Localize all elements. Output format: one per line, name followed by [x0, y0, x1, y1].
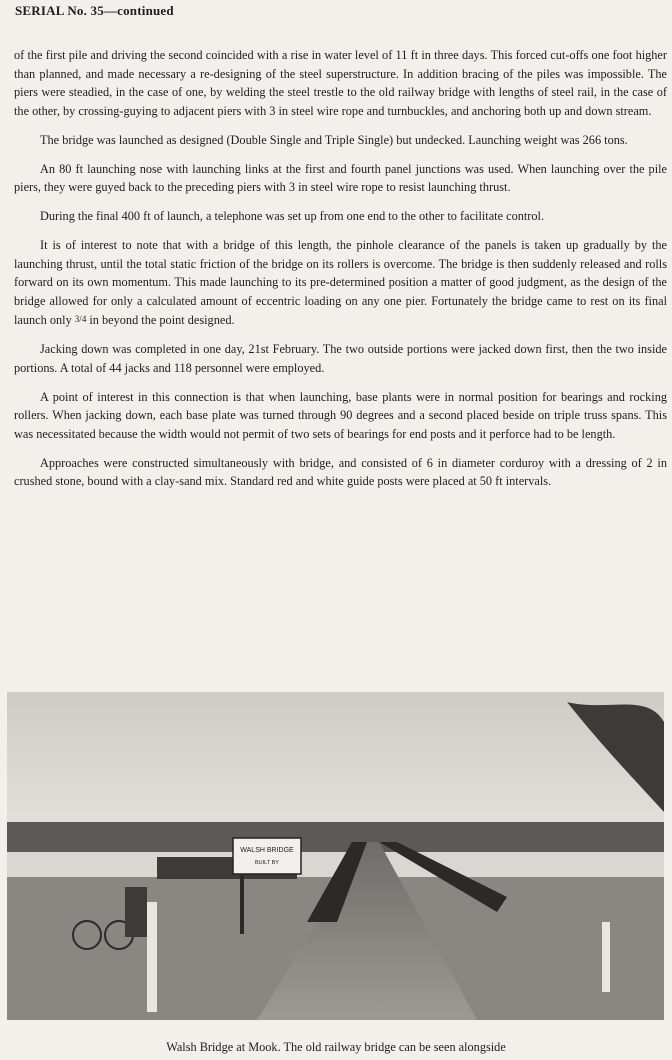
sky: [7, 692, 664, 842]
paragraph-4: During the final 400 ft of launch, a telephone was set up from one end to the other to facilitate control.: [40, 209, 545, 223]
bridge-photo: [7, 692, 664, 1020]
paragraph-3: An 80 ft launching nose with launching links at the first and fourth panel junctions was used. When launching over the pile piers, they were guyed back to the preceding piers with 3 in steel wire rope to resist launching thrust.: [14, 161, 667, 194]
fraction: 3/4: [74, 314, 87, 324]
guide-post-right: [602, 922, 610, 992]
paragraph-7: A point of interest in this connection is that when launching, base plants were in normal position for bearings and rocking rollers. When jacking down, each base plate was turned through 90 degrees and a second placed beside on triple truss spans. This was necessitated because the width would not permit of two sets of bearings for end posts and it perforce had to be length.: [14, 389, 667, 441]
paragraph-5-tail: in beyond the point designed.: [89, 313, 235, 327]
paragraph-2: The bridge was launched as designed (Double Single and Triple Single) but undecked. Launching weight was 266 tons.: [40, 132, 628, 147]
paragraph-8: Approaches were constructed simultaneously with bridge, and consisted of 6 in diameter corduroy with a dressing of 2 in crushed stone, bound with a clay-sand mix. Standard red and white guide posts were placed at 50 ft intervals.: [14, 455, 667, 488]
sign-line-2: BUILT BY: [255, 860, 279, 866]
paragraph-5: [14, 236, 667, 330]
page-header: SERIAL No. 35—continued: [15, 3, 174, 18]
sign-post: [240, 874, 244, 934]
guide-post-left: [147, 902, 157, 1012]
fraction-denominator: 4: [81, 314, 87, 324]
article-body: [14, 46, 667, 501]
photo-caption: Walsh Bridge at Mook. The old railway bridge can be seen alongside: [166, 1040, 506, 1054]
fraction-numerator: 3: [74, 314, 80, 324]
paragraph-1: of the first pile and driving the second coincided with a rise in water level of 11 ft in three days. This forced cut-offs one foot higher than planned, and made necessary a re-designing of the steel superstructure. In addition bracing of the piles was impossible. The piers were steadied, in the case of one, by welding the steel trestle to the old railway bridge with lengths of steel rail, in the case of the other, by crossing-guying to adjacent piers with 3 in steel wire rope and turnbuckles, and anchoring both up and down stream.: [14, 48, 667, 118]
bridge-sign: [233, 838, 301, 874]
person-figure: [125, 887, 147, 937]
paragraph-6: Jacking down was completed in one day, 21st February. The two outside portions were jacked down first, then the two inside portions. A total of 44 jacks and 118 personnel were employed.: [14, 342, 667, 375]
bridge-photo-illustration: [7, 692, 664, 1020]
sign-line-1: WALSH BRIDGE: [240, 847, 294, 854]
paragraph-5-text: It is of interest to note that with a bridge of this length, the pinhole clearance of the panels is taken up gradually by the launching thrust, until the total static friction of the bridge on its rollers is overcome. The bridge is then suddenly released and rolls forward on its own momentum. This made launching to its pre-determined position a matter of good judgment, as the design of the bridge allowed for only a calculated amount of eccentric loading on any one pier. Fortunately the bridge came to rest on its final launch only: [14, 238, 667, 327]
